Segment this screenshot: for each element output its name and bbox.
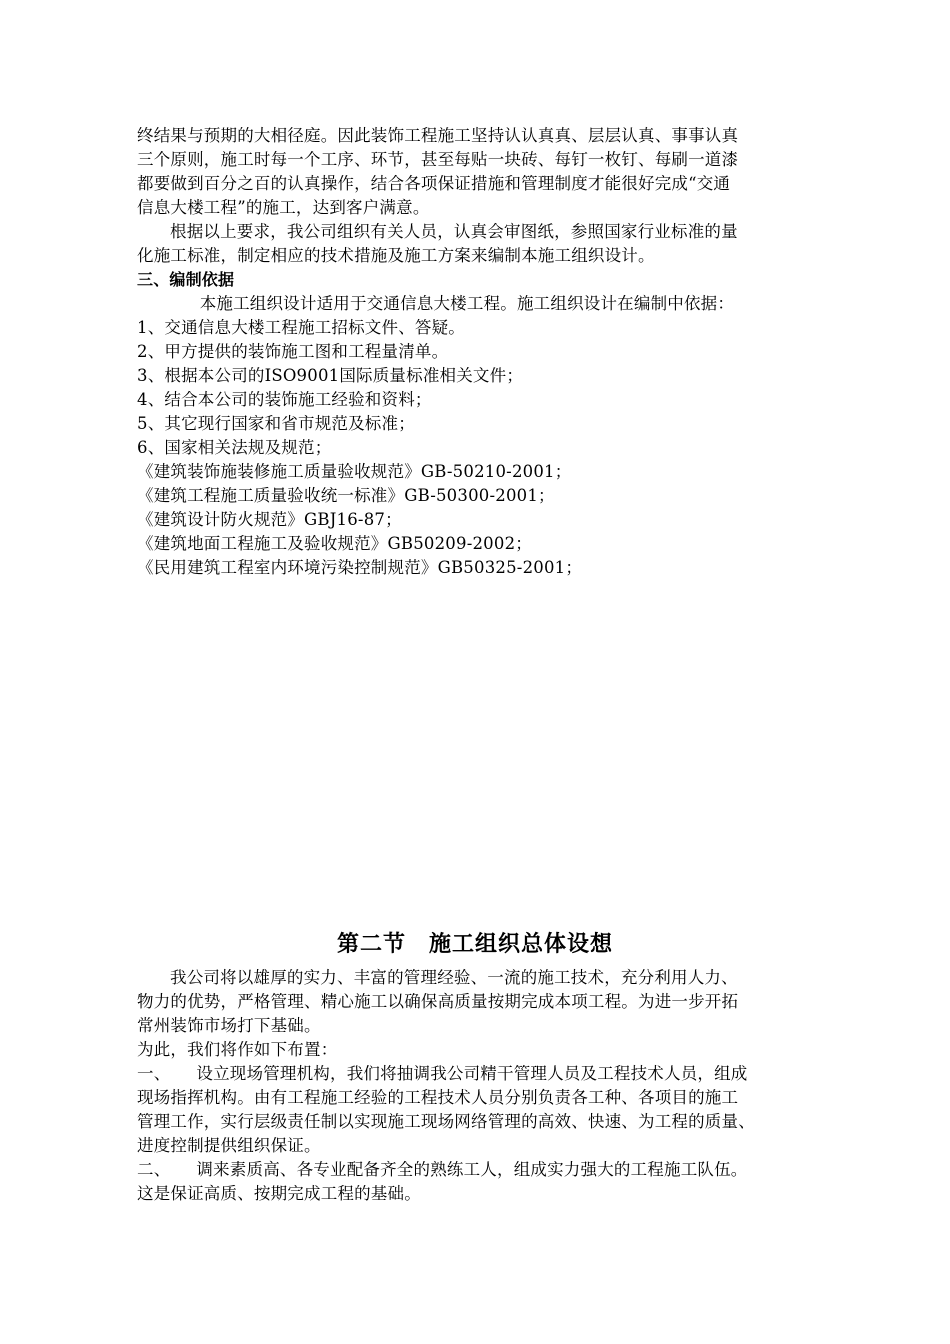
standard-item: 《建筑装饰施装修施工质量验收规范》GB-50210-2001；: [137, 462, 572, 481]
standard-item: 《民用建筑工程室内环境污染控制规范》GB50325-2001；: [137, 558, 583, 577]
paragraph-line: 常州装饰市场打下基础。: [137, 1016, 321, 1035]
numbered-item-1: [137, 1062, 837, 1086]
paragraph-line: 现场指挥机构。由有工程施工经验的工程技术人员分别负责各工种、各项目的施工: [137, 1088, 739, 1107]
paragraph-line: 化施工标准，制定相应的技术措施及施工方案来编制本施工组织设计。: [137, 246, 655, 265]
paragraph-line: 根据以上要求，我公司组织有关人员，认真会审图纸，参照国家行业标准的量: [170, 222, 738, 241]
basis-item: 4、结合本公司的装饰施工经验和资料；: [137, 390, 432, 409]
section2-text-block: [137, 966, 837, 1206]
basis-item: 6、国家相关法规及规范；: [137, 438, 332, 457]
paragraph-line: 我公司将以雄厚的实力、丰富的管理经验、一流的施工技术，充分利用人力、: [170, 968, 738, 987]
arrange-line: 为此，我们将作如下布置：: [137, 1040, 338, 1059]
paragraph-line: 这是保证高质、按期完成工程的基础。: [137, 1184, 421, 1203]
paragraph-line: 终结果与预期的大相径庭。因此装饰工程施工坚持认认真真、层层认真、事事认真: [137, 126, 739, 145]
standard-item: 《建筑设计防火规范》GBJ16-87；: [137, 510, 402, 529]
upper-text-block: [137, 124, 837, 580]
paragraph-line: 物力的优势，严格管理、精心施工以确保高质量按期完成本项工程。为进一步开拓: [137, 992, 739, 1011]
basis-item: 5、其它现行国家和省市规范及标准；: [137, 414, 415, 433]
section-title: 第二节 施工组织总体设想: [336, 932, 613, 957]
paragraph-line: 三个原则，施工时每一个工序、环节，甚至每贴一块砖、每钉一枚钉、每刷一道漆: [137, 150, 739, 169]
section-heading-basis: 三、编制依据: [137, 270, 235, 289]
numbered-label: 二、: [137, 1160, 171, 1179]
paragraph-line: 信息大楼工程”的施工，达到客户满意。: [137, 198, 430, 217]
standard-item: 《建筑工程施工质量验收统一标准》GB-50300-2001；: [137, 486, 555, 505]
paragraph-line: 调来素质高、各专业配备齐全的熟练工人，组成实力强大的工程施工队伍。: [196, 1160, 748, 1179]
paragraph-line: 都要做到百分之百的认真操作，结合各项保证措施和管理制度才能很好完成“交通: [137, 174, 731, 193]
paragraph-line: 设立现场管理机构，我们将抽调我公司精干管理人员及工程技术人员，组成: [196, 1064, 748, 1083]
basis-item: 3、根据本公司的ISO9001国际质量标准相关文件；: [137, 366, 524, 385]
numbered-label: 一、: [137, 1064, 171, 1083]
paragraph-line: 管理工作，实行层级责任制以实现施工现场网络管理的高效、快速、为工程的质量、: [137, 1112, 755, 1131]
basis-item: 1、交通信息大楼工程施工招标文件、答疑。: [137, 318, 465, 337]
basis-intro: 本施工组织设计适用于交通信息大楼工程。施工组织设计在编制中依据：: [199, 294, 735, 313]
numbered-item-2: [137, 1158, 837, 1182]
standard-item: 《建筑地面工程施工及验收规范》GB50209-2002；: [137, 534, 532, 553]
paragraph-line: 进度控制提供组织保证。: [137, 1136, 321, 1155]
basis-item: 2、甲方提供的装饰施工图和工程量清单。: [137, 342, 449, 361]
